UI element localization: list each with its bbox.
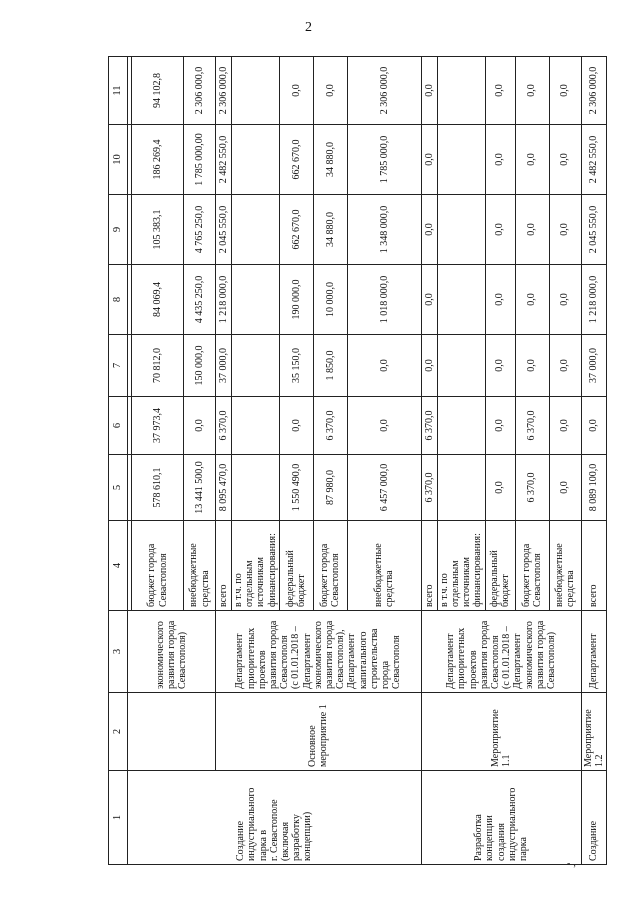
value-cell: 0,0 [313, 57, 347, 125]
corner-marks: - ‚ [567, 858, 577, 869]
value-cell: 34 880,0 [313, 195, 347, 265]
value-cell: 6 370,0 [515, 397, 549, 455]
table-header-row [109, 57, 128, 865]
value-cell [437, 195, 485, 265]
value-cell: 6 370,0 [421, 397, 437, 455]
value-cell: 37 000,0 [581, 335, 606, 397]
value-cell: 0,0 [549, 265, 581, 335]
objective-cell: Создание индустриального парка в г. Севастополе (включая разработку концепции) [128, 771, 422, 865]
table-row [216, 57, 232, 865]
value-cell: 0,0 [421, 265, 437, 335]
value-cell: 4 765 250,0 [184, 195, 216, 265]
column-header: 9 [109, 195, 128, 265]
value-cell: 35 150,0 [279, 335, 313, 397]
value-cell: 0,0 [515, 335, 549, 397]
activity-cell: Мероприятие 1.2 [581, 693, 606, 771]
value-cell: 37 000,0 [216, 335, 232, 397]
value-cell [232, 265, 280, 335]
value-cell: 186 269,4 [132, 125, 184, 195]
value-cell: 0,0 [347, 397, 421, 455]
value-cell: 0,0 [549, 57, 581, 125]
value-cell: 2 306 000,0 [216, 57, 232, 125]
source-cell: всего [581, 521, 606, 611]
objective-cell: Разработка концепции создания индустриального парка [421, 771, 581, 865]
value-cell [232, 195, 280, 265]
value-cell [232, 57, 280, 125]
value-cell: 662 670,0 [279, 125, 313, 195]
value-cell: 0,0 [347, 335, 421, 397]
value-cell: 70 812,0 [132, 335, 184, 397]
value-cell: 0,0 [279, 57, 313, 125]
value-cell [232, 125, 280, 195]
column-header: 7 [109, 335, 128, 397]
value-cell: 1 018 000,0 [347, 265, 421, 335]
value-cell: 0,0 [549, 397, 581, 455]
value-cell: 13 441 500,0 [184, 455, 216, 521]
rotated-table-area [108, 57, 605, 865]
value-cell [437, 397, 485, 455]
value-cell [437, 125, 485, 195]
column-header: 6 [109, 397, 128, 455]
value-cell: 2 482 550,0 [216, 125, 232, 195]
executor-cell: Департамент [581, 611, 606, 693]
executor-cell: Департамент приоритетных проектов развития города Севастополя (с 01.01.2018 – Департамент экономического развития города Севастополя), Департамент капитального строительства города Севастополя [216, 611, 422, 693]
value-cell [437, 335, 485, 397]
value-cell: 0,0 [485, 125, 515, 195]
value-cell: 0,0 [279, 397, 313, 455]
value-cell: 2 482 550,0 [581, 125, 606, 195]
source-cell: всего [421, 521, 437, 611]
value-cell [232, 455, 280, 521]
table-row [581, 57, 606, 865]
value-cell [232, 397, 280, 455]
value-cell: 84 069,4 [132, 265, 184, 335]
value-cell: 0,0 [515, 57, 549, 125]
value-cell: 578 610,1 [132, 455, 184, 521]
executor-cell: экономического развития города Севастополя) [128, 611, 216, 693]
value-cell: 0,0 [549, 335, 581, 397]
source-cell: в т.ч. по отдельным источникам финансирования: [232, 521, 280, 611]
source-cell: в т.ч. по отдельным источникам финансирования: [437, 521, 485, 611]
column-header: 5 [109, 455, 128, 521]
value-cell: 0,0 [515, 195, 549, 265]
value-cell: 0,0 [515, 125, 549, 195]
value-cell: 190 000,0 [279, 265, 313, 335]
source-cell: федеральный бюджет [485, 521, 515, 611]
value-cell: 0,0 [421, 125, 437, 195]
source-cell: внебюджетные средства [549, 521, 581, 611]
source-cell: бюджет города Севастополя [313, 521, 347, 611]
empty-cell [128, 693, 216, 771]
column-header: 1 [109, 771, 128, 865]
value-cell: 0,0 [549, 195, 581, 265]
value-cell: 1 218 000,0 [216, 265, 232, 335]
source-cell: бюджет города Севастополя [132, 521, 184, 611]
value-cell [437, 57, 485, 125]
value-cell: 1 348 000,0 [347, 195, 421, 265]
value-cell: 87 980,0 [313, 455, 347, 521]
column-header: 3 [109, 611, 128, 693]
value-cell: 6 370,0 [313, 397, 347, 455]
value-cell: 2 306 000,0 [347, 57, 421, 125]
source-cell: бюджет города Севастополя [515, 521, 549, 611]
value-cell: 6 370,0 [515, 455, 549, 521]
value-cell: 6 370,0 [421, 455, 437, 521]
value-cell: 1 550 490,0 [279, 455, 313, 521]
value-cell: 37 973,4 [132, 397, 184, 455]
column-header: 4 [109, 521, 128, 611]
value-cell: 0,0 [581, 397, 606, 455]
budget-table [108, 56, 607, 865]
value-cell: 150 000,0 [184, 335, 216, 397]
value-cell: 0,0 [485, 57, 515, 125]
value-cell: 0,0 [485, 397, 515, 455]
value-cell: 4 435 250,0 [184, 265, 216, 335]
value-cell: 1 785 000,00 [184, 125, 216, 195]
value-cell: 662 670,0 [279, 195, 313, 265]
column-header: 8 [109, 265, 128, 335]
value-cell: 0,0 [549, 455, 581, 521]
source-cell: всего [216, 521, 232, 611]
value-cell: 2 306 000,0 [184, 57, 216, 125]
column-header: 11 [109, 57, 128, 125]
value-cell: 0,0 [184, 397, 216, 455]
value-cell: 2 306 000,0 [581, 57, 606, 125]
source-cell: внебюджетные средства [347, 521, 421, 611]
value-cell: 1 785 000,0 [347, 125, 421, 195]
value-cell: 1 218 000,0 [581, 265, 606, 335]
column-header: 2 [109, 693, 128, 771]
activity-cell: Основное мероприятие 1 [216, 693, 422, 771]
value-cell: 6 457 000,0 [347, 455, 421, 521]
value-cell: 0,0 [421, 335, 437, 397]
column-header: 10 [109, 125, 128, 195]
value-cell [437, 455, 485, 521]
objective-cell: Создание [581, 771, 606, 865]
value-cell: 105 383,1 [132, 195, 184, 265]
source-cell: внебюджетные средства [184, 521, 216, 611]
page-number: 2 [305, 20, 312, 35]
value-cell: 0,0 [549, 125, 581, 195]
value-cell: 0,0 [421, 57, 437, 125]
activity-cell: Мероприятие 1.1 [421, 693, 581, 771]
value-cell: 6 370,0 [216, 397, 232, 455]
value-cell: 0,0 [485, 265, 515, 335]
value-cell: 94 102,8 [132, 57, 184, 125]
value-cell [437, 265, 485, 335]
value-cell: 8 089 100,0 [581, 455, 606, 521]
value-cell: 34 880,0 [313, 125, 347, 195]
value-cell: 10 000,0 [313, 265, 347, 335]
value-cell: 2 045 550,0 [216, 195, 232, 265]
source-cell: федеральный бюджет [279, 521, 313, 611]
value-cell: 0,0 [485, 195, 515, 265]
executor-cell: Департамент приоритетных проектов развития города Севастополя (с 01.01.2018 – Департамент экономического развития города Севастополя) [421, 611, 581, 693]
value-cell [232, 335, 280, 397]
value-cell: 0,0 [515, 265, 549, 335]
value-cell: 2 045 550,0 [581, 195, 606, 265]
value-cell: 8 095 470,0 [216, 455, 232, 521]
table-row [421, 57, 437, 865]
value-cell: 0,0 [421, 195, 437, 265]
value-cell: 1 850,0 [313, 335, 347, 397]
rotated-table-frame [108, 57, 605, 865]
value-cell: 0,0 [485, 335, 515, 397]
value-cell: 0,0 [485, 455, 515, 521]
